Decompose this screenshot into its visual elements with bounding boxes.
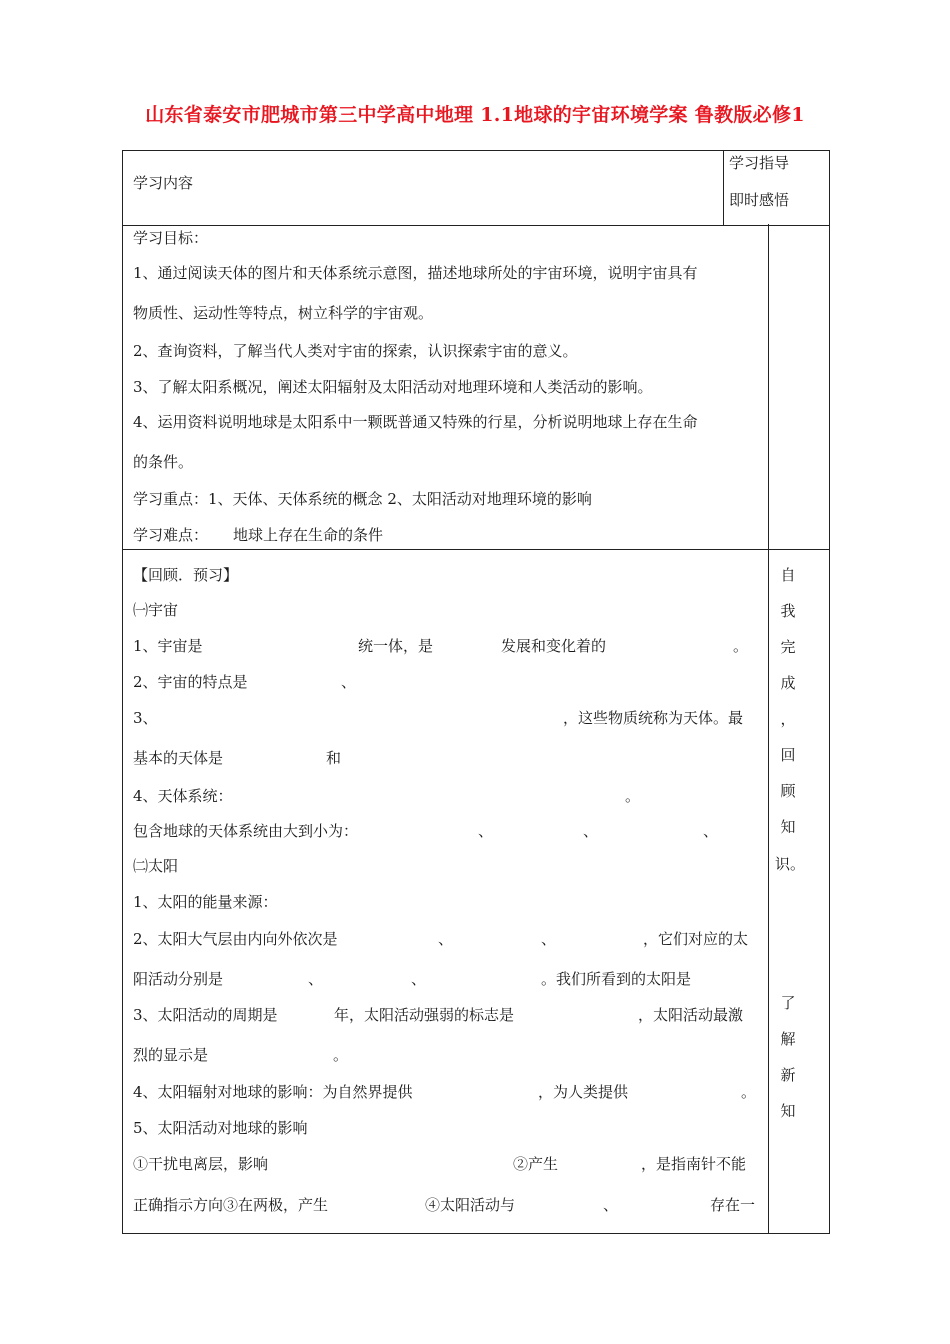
- side-note-char: 识。: [775, 855, 806, 873]
- side-note-char: ，: [780, 710, 796, 728]
- separator: 、: [603, 1196, 619, 1214]
- sun-question-4-part: ，为人类提供: [538, 1083, 629, 1101]
- review-section: [122, 549, 830, 1234]
- side-note-char: 成: [780, 674, 796, 692]
- question-3-part: 基本的天体是: [133, 749, 224, 767]
- sun-question-2-part: 。我们所看到的太阳是: [541, 970, 692, 988]
- question-1: 1、宇宙是: [133, 637, 203, 655]
- content-label: 学习内容: [133, 174, 194, 192]
- question-4-part: 包含地球的天体系统由大到小为：: [133, 822, 359, 840]
- sun-question-4: 4、太阳辐射对地球的影响：为自然界提供: [133, 1083, 413, 1101]
- sun-question-3-part: ，太阳活动最激: [638, 1006, 744, 1024]
- sun-question-1: 1、太阳的能量来源：: [133, 893, 278, 911]
- sun-question-5: 5、太阳活动对地球的影响: [133, 1119, 308, 1137]
- difficulty-label: 学习难点：: [133, 526, 209, 544]
- question-1-end: 。: [733, 637, 749, 655]
- question-4: 4、天体系统：: [133, 787, 233, 805]
- table-header-row: [122, 150, 830, 226]
- sun-question-3: 3、太阳活动的周期是: [133, 1006, 278, 1024]
- insight-label: 即时感悟: [729, 191, 790, 209]
- separator: 、: [478, 822, 494, 840]
- sun-question-5-part: ①干扰电离层，影响: [133, 1155, 269, 1173]
- sun-question-5-part: ②产生: [513, 1155, 559, 1173]
- separator: 、: [411, 970, 427, 988]
- section-sun: ㈡太阳: [133, 857, 179, 875]
- separator: 、: [541, 930, 557, 948]
- sun-question-3-end: 。: [333, 1046, 349, 1064]
- objective-4a: 4、运用资料说明地球是太阳系中一颗既普通又特殊的行星，分析说明地球上存在生命: [133, 413, 698, 431]
- side-note-char: 新: [780, 1066, 796, 1084]
- question-2: 2、宇宙的特点是: [133, 673, 248, 691]
- objective-3: 3、了解太阳系概况，阐述太阳辐射及太阳活动对地理环境和人类活动的影响。: [133, 378, 653, 396]
- side-note-char: 我: [780, 602, 796, 620]
- question-3-part: ，这些物质统称为天体。最: [563, 709, 744, 727]
- column-divider: [768, 549, 769, 1233]
- sun-question-5-part: ④太阳活动与: [425, 1196, 516, 1214]
- sun-question-3-part: 年，太阳活动强弱的标志是: [334, 1006, 515, 1024]
- question-1-part: 统一体，是: [358, 637, 434, 655]
- guide-label: 学习指导: [729, 154, 790, 172]
- column-divider: [723, 151, 724, 225]
- question-3: 3、: [133, 709, 158, 727]
- key-points: 学习重点：1、天体、天体系统的概念 2、太阳活动对地理环境的影响: [133, 490, 592, 508]
- document-title: 山东省泰安市肥城市第三中学高中地理 1.1地球的宇宙环境学案 鲁教版必修1: [145, 104, 805, 126]
- difficulty-text: 地球上存在生命的条件: [233, 526, 384, 544]
- side-note-char: 知: [780, 1102, 796, 1120]
- side-note-char: 解: [780, 1030, 796, 1048]
- side-note-char: 完: [780, 638, 796, 656]
- question-2-sep: 、: [341, 673, 357, 691]
- column-divider: [768, 224, 769, 549]
- sun-question-2-part: 阳活动分别是: [133, 970, 224, 988]
- question-3-part: 和: [326, 749, 342, 767]
- separator: 、: [308, 970, 324, 988]
- question-1-part: 发展和变化着的: [501, 637, 607, 655]
- sun-question-5-part: 正确指示方向③在两极，产生: [133, 1196, 329, 1214]
- sun-question-2: 2、太阳大气层由内向外依次是: [133, 930, 338, 948]
- side-note-char: 了: [780, 994, 796, 1012]
- section-universe: ㈠宇宙: [133, 601, 179, 619]
- objective-1b: 物质性、运动性等特点，树立科学的宇宙观。: [133, 304, 434, 322]
- sun-question-5-part: 存在一: [710, 1196, 756, 1214]
- side-note-char: 知: [780, 818, 796, 836]
- sun-question-5-part: ，是指南针不能: [641, 1155, 747, 1173]
- objective-4b: 的条件。: [133, 453, 194, 471]
- side-note-char: 自: [780, 566, 796, 584]
- objective-1a: 1、通过阅读天体的图片和天体系统示意图，描述地球所处的宇宙环境，说明宇宙具有: [133, 264, 698, 282]
- sun-question-2-part: ，它们对应的太: [643, 930, 749, 948]
- separator: 、: [703, 822, 719, 840]
- separator: 、: [438, 930, 454, 948]
- objectives-heading: 学习目标：: [133, 229, 209, 247]
- sun-question-3-part: 烈的显示是: [133, 1046, 209, 1064]
- objective-2: 2、查询资料，了解当代人类对宇宙的探索，认识探索宇宙的意义。: [133, 342, 578, 360]
- side-note-char: 顾: [780, 782, 796, 800]
- question-4-end: 。: [625, 787, 641, 805]
- sun-question-4-end: 。: [741, 1083, 757, 1101]
- objectives-section: [122, 224, 830, 550]
- side-note-char: 回: [780, 746, 796, 764]
- separator: 、: [583, 822, 599, 840]
- review-heading: 【回顾．预习】: [133, 566, 239, 584]
